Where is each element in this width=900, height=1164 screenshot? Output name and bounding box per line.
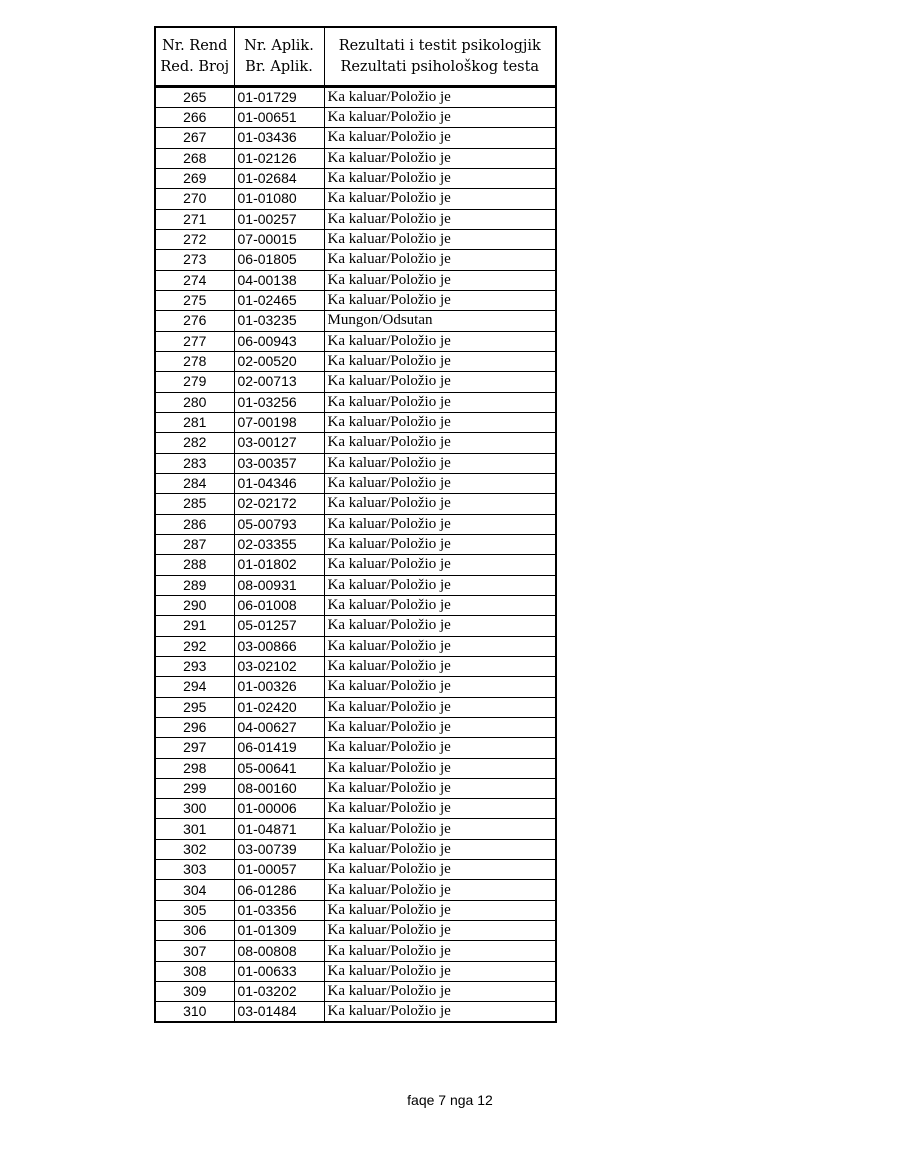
row-number-cell: 276 bbox=[155, 311, 234, 331]
header-application-number-line2: Br. Aplik. bbox=[245, 58, 313, 75]
table-row bbox=[155, 372, 556, 392]
application-number-cell: 07-00015 bbox=[234, 229, 324, 249]
test-result-cell: Ka kaluar/Položio je bbox=[324, 514, 556, 534]
test-result-cell: Ka kaluar/Položio je bbox=[324, 453, 556, 473]
table-row bbox=[155, 168, 556, 188]
test-result-cell: Ka kaluar/Položio je bbox=[324, 108, 556, 128]
row-number-cell: 300 bbox=[155, 799, 234, 819]
row-number-cell: 306 bbox=[155, 921, 234, 941]
row-number-cell: 281 bbox=[155, 412, 234, 432]
test-result-cell: Ka kaluar/Položio je bbox=[324, 1002, 556, 1023]
row-number-cell: 267 bbox=[155, 128, 234, 148]
table-row bbox=[155, 982, 556, 1002]
application-number-cell: 08-00808 bbox=[234, 941, 324, 961]
application-number-cell: 01-02420 bbox=[234, 697, 324, 717]
application-number-cell: 03-00357 bbox=[234, 453, 324, 473]
row-number-cell: 282 bbox=[155, 433, 234, 453]
header-test-result bbox=[324, 27, 556, 87]
application-number-cell: 04-00627 bbox=[234, 717, 324, 737]
row-number-cell: 274 bbox=[155, 270, 234, 290]
test-result-cell: Ka kaluar/Položio je bbox=[324, 982, 556, 1002]
row-number-cell: 299 bbox=[155, 778, 234, 798]
table-row bbox=[155, 839, 556, 859]
application-number-cell: 01-04871 bbox=[234, 819, 324, 839]
test-result-cell: Ka kaluar/Položio je bbox=[324, 677, 556, 697]
application-number-cell: 01-01080 bbox=[234, 189, 324, 209]
row-number-cell: 310 bbox=[155, 1002, 234, 1023]
test-result-cell: Ka kaluar/Položio je bbox=[324, 921, 556, 941]
results-table bbox=[154, 26, 557, 1023]
test-result-cell: Ka kaluar/Položio je bbox=[324, 778, 556, 798]
test-result-cell: Ka kaluar/Položio je bbox=[324, 372, 556, 392]
application-number-cell: 01-01729 bbox=[234, 87, 324, 108]
application-number-cell: 01-03202 bbox=[234, 982, 324, 1002]
header-application-number bbox=[234, 27, 324, 87]
header-test-result-line2: Rezultati psihološkog testa bbox=[340, 58, 540, 75]
application-number-cell: 06-01286 bbox=[234, 880, 324, 900]
table-row bbox=[155, 900, 556, 920]
table-header bbox=[155, 27, 556, 87]
table-row bbox=[155, 758, 556, 778]
row-number-cell: 293 bbox=[155, 656, 234, 676]
table-row bbox=[155, 534, 556, 554]
page-number: faqe 7 nga 12 bbox=[407, 1092, 493, 1108]
application-number-cell: 01-02684 bbox=[234, 168, 324, 188]
test-result-cell: Ka kaluar/Položio je bbox=[324, 250, 556, 270]
row-number-cell: 284 bbox=[155, 473, 234, 493]
test-result-cell: Ka kaluar/Položio je bbox=[324, 595, 556, 615]
row-number-cell: 265 bbox=[155, 87, 234, 108]
test-result-cell: Ka kaluar/Položio je bbox=[324, 799, 556, 819]
row-number-cell: 278 bbox=[155, 351, 234, 371]
table-row bbox=[155, 778, 556, 798]
table-row bbox=[155, 636, 556, 656]
test-result-cell: Ka kaluar/Položio je bbox=[324, 209, 556, 229]
application-number-cell: 03-01484 bbox=[234, 1002, 324, 1023]
application-number-cell: 01-00257 bbox=[234, 209, 324, 229]
table-row bbox=[155, 270, 556, 290]
table-row bbox=[155, 921, 556, 941]
test-result-cell: Ka kaluar/Položio je bbox=[324, 860, 556, 880]
application-number-cell: 06-01805 bbox=[234, 250, 324, 270]
application-number-cell: 06-01008 bbox=[234, 595, 324, 615]
application-number-cell: 02-02172 bbox=[234, 494, 324, 514]
row-number-cell: 294 bbox=[155, 677, 234, 697]
application-number-cell: 03-00739 bbox=[234, 839, 324, 859]
test-result-cell: Ka kaluar/Položio je bbox=[324, 331, 556, 351]
header-row-number-line2: Red. Broj bbox=[160, 58, 230, 75]
table-row bbox=[155, 595, 556, 615]
table-row bbox=[155, 1002, 556, 1023]
table-row bbox=[155, 494, 556, 514]
test-result-cell: Ka kaluar/Položio je bbox=[324, 290, 556, 310]
test-result-cell: Ka kaluar/Položio je bbox=[324, 189, 556, 209]
test-result-cell: Mungon/Odsutan bbox=[324, 311, 556, 331]
table-row bbox=[155, 148, 556, 168]
application-number-cell: 01-01309 bbox=[234, 921, 324, 941]
table-row bbox=[155, 453, 556, 473]
test-result-cell: Ka kaluar/Položio je bbox=[324, 229, 556, 249]
row-number-cell: 280 bbox=[155, 392, 234, 412]
table-row bbox=[155, 575, 556, 595]
row-number-cell: 303 bbox=[155, 860, 234, 880]
row-number-cell: 296 bbox=[155, 717, 234, 737]
table-row bbox=[155, 87, 556, 108]
table-row bbox=[155, 290, 556, 310]
test-result-cell: Ka kaluar/Položio je bbox=[324, 392, 556, 412]
table-row bbox=[155, 514, 556, 534]
test-result-cell: Ka kaluar/Položio je bbox=[324, 900, 556, 920]
table-row bbox=[155, 351, 556, 371]
row-number-cell: 275 bbox=[155, 290, 234, 310]
row-number-cell: 288 bbox=[155, 555, 234, 575]
test-result-cell: Ka kaluar/Položio je bbox=[324, 941, 556, 961]
application-number-cell: 02-00520 bbox=[234, 351, 324, 371]
test-result-cell: Ka kaluar/Položio je bbox=[324, 961, 556, 981]
test-result-cell: Ka kaluar/Položio je bbox=[324, 839, 556, 859]
table-row bbox=[155, 880, 556, 900]
row-number-cell: 304 bbox=[155, 880, 234, 900]
application-number-cell: 01-00006 bbox=[234, 799, 324, 819]
application-number-cell: 01-03235 bbox=[234, 311, 324, 331]
header-application-number-line1: Nr. Aplik. bbox=[244, 37, 314, 54]
table-row bbox=[155, 819, 556, 839]
row-number-cell: 292 bbox=[155, 636, 234, 656]
table-row bbox=[155, 555, 556, 575]
test-result-cell: Ka kaluar/Položio je bbox=[324, 473, 556, 493]
test-result-cell: Ka kaluar/Položio je bbox=[324, 880, 556, 900]
row-number-cell: 287 bbox=[155, 534, 234, 554]
test-result-cell: Ka kaluar/Položio je bbox=[324, 656, 556, 676]
table-row bbox=[155, 209, 556, 229]
table-row bbox=[155, 433, 556, 453]
application-number-cell: 02-00713 bbox=[234, 372, 324, 392]
test-result-cell: Ka kaluar/Položio je bbox=[324, 555, 556, 575]
application-number-cell: 01-01802 bbox=[234, 555, 324, 575]
row-number-cell: 277 bbox=[155, 331, 234, 351]
row-number-cell: 285 bbox=[155, 494, 234, 514]
table-row bbox=[155, 961, 556, 981]
table-row bbox=[155, 860, 556, 880]
header-row bbox=[155, 27, 556, 87]
application-number-cell: 02-03355 bbox=[234, 534, 324, 554]
test-result-cell: Ka kaluar/Položio je bbox=[324, 494, 556, 514]
row-number-cell: 266 bbox=[155, 108, 234, 128]
application-number-cell: 08-00160 bbox=[234, 778, 324, 798]
row-number-cell: 269 bbox=[155, 168, 234, 188]
application-number-cell: 01-04346 bbox=[234, 473, 324, 493]
test-result-cell: Ka kaluar/Položio je bbox=[324, 738, 556, 758]
row-number-cell: 301 bbox=[155, 819, 234, 839]
table-row bbox=[155, 331, 556, 351]
application-number-cell: 01-02126 bbox=[234, 148, 324, 168]
application-number-cell: 08-00931 bbox=[234, 575, 324, 595]
row-number-cell: 271 bbox=[155, 209, 234, 229]
row-number-cell: 268 bbox=[155, 148, 234, 168]
table-row bbox=[155, 799, 556, 819]
application-number-cell: 01-03256 bbox=[234, 392, 324, 412]
header-row-number-line1: Nr. Rend bbox=[162, 37, 228, 54]
header-row-number bbox=[155, 27, 234, 87]
table-body bbox=[155, 87, 556, 1023]
row-number-cell: 290 bbox=[155, 595, 234, 615]
test-result-cell: Ka kaluar/Položio je bbox=[324, 270, 556, 290]
test-result-cell: Ka kaluar/Položio je bbox=[324, 168, 556, 188]
table-row bbox=[155, 717, 556, 737]
test-result-cell: Ka kaluar/Položio je bbox=[324, 819, 556, 839]
application-number-cell: 07-00198 bbox=[234, 412, 324, 432]
application-number-cell: 01-00651 bbox=[234, 108, 324, 128]
row-number-cell: 302 bbox=[155, 839, 234, 859]
application-number-cell: 03-00127 bbox=[234, 433, 324, 453]
application-number-cell: 01-03436 bbox=[234, 128, 324, 148]
row-number-cell: 279 bbox=[155, 372, 234, 392]
table-row bbox=[155, 677, 556, 697]
table-row bbox=[155, 189, 556, 209]
table-row bbox=[155, 392, 556, 412]
row-number-cell: 295 bbox=[155, 697, 234, 717]
application-number-cell: 01-00326 bbox=[234, 677, 324, 697]
test-result-cell: Ka kaluar/Položio je bbox=[324, 697, 556, 717]
row-number-cell: 286 bbox=[155, 514, 234, 534]
table-row bbox=[155, 128, 556, 148]
test-result-cell: Ka kaluar/Položio je bbox=[324, 433, 556, 453]
header-test-result-line1: Rezultati i testit psikologjik bbox=[338, 37, 541, 54]
table-row bbox=[155, 311, 556, 331]
row-number-cell: 297 bbox=[155, 738, 234, 758]
table-row bbox=[155, 656, 556, 676]
application-number-cell: 06-00943 bbox=[234, 331, 324, 351]
row-number-cell: 308 bbox=[155, 961, 234, 981]
table-row bbox=[155, 697, 556, 717]
application-number-cell: 01-02465 bbox=[234, 290, 324, 310]
row-number-cell: 309 bbox=[155, 982, 234, 1002]
test-result-cell: Ka kaluar/Položio je bbox=[324, 616, 556, 636]
application-number-cell: 03-02102 bbox=[234, 656, 324, 676]
table-row bbox=[155, 412, 556, 432]
application-number-cell: 05-00641 bbox=[234, 758, 324, 778]
test-result-cell: Ka kaluar/Položio je bbox=[324, 87, 556, 108]
row-number-cell: 283 bbox=[155, 453, 234, 473]
row-number-cell: 298 bbox=[155, 758, 234, 778]
application-number-cell: 01-03356 bbox=[234, 900, 324, 920]
test-result-cell: Ka kaluar/Položio je bbox=[324, 636, 556, 656]
table-row bbox=[155, 738, 556, 758]
test-result-cell: Ka kaluar/Položio je bbox=[324, 148, 556, 168]
test-result-cell: Ka kaluar/Položio je bbox=[324, 534, 556, 554]
table-row bbox=[155, 941, 556, 961]
application-number-cell: 05-00793 bbox=[234, 514, 324, 534]
table-row bbox=[155, 229, 556, 249]
test-result-cell: Ka kaluar/Položio je bbox=[324, 351, 556, 371]
row-number-cell: 272 bbox=[155, 229, 234, 249]
row-number-cell: 273 bbox=[155, 250, 234, 270]
test-result-cell: Ka kaluar/Položio je bbox=[324, 717, 556, 737]
application-number-cell: 06-01419 bbox=[234, 738, 324, 758]
test-result-cell: Ka kaluar/Položio je bbox=[324, 575, 556, 595]
table-row bbox=[155, 250, 556, 270]
table-row bbox=[155, 108, 556, 128]
row-number-cell: 291 bbox=[155, 616, 234, 636]
application-number-cell: 04-00138 bbox=[234, 270, 324, 290]
application-number-cell: 01-00633 bbox=[234, 961, 324, 981]
table-row bbox=[155, 616, 556, 636]
table-row bbox=[155, 473, 556, 493]
application-number-cell: 01-00057 bbox=[234, 860, 324, 880]
test-result-cell: Ka kaluar/Položio je bbox=[324, 412, 556, 432]
row-number-cell: 289 bbox=[155, 575, 234, 595]
row-number-cell: 305 bbox=[155, 900, 234, 920]
row-number-cell: 307 bbox=[155, 941, 234, 961]
application-number-cell: 05-01257 bbox=[234, 616, 324, 636]
test-result-cell: Ka kaluar/Položio je bbox=[324, 128, 556, 148]
row-number-cell: 270 bbox=[155, 189, 234, 209]
application-number-cell: 03-00866 bbox=[234, 636, 324, 656]
test-result-cell: Ka kaluar/Položio je bbox=[324, 758, 556, 778]
